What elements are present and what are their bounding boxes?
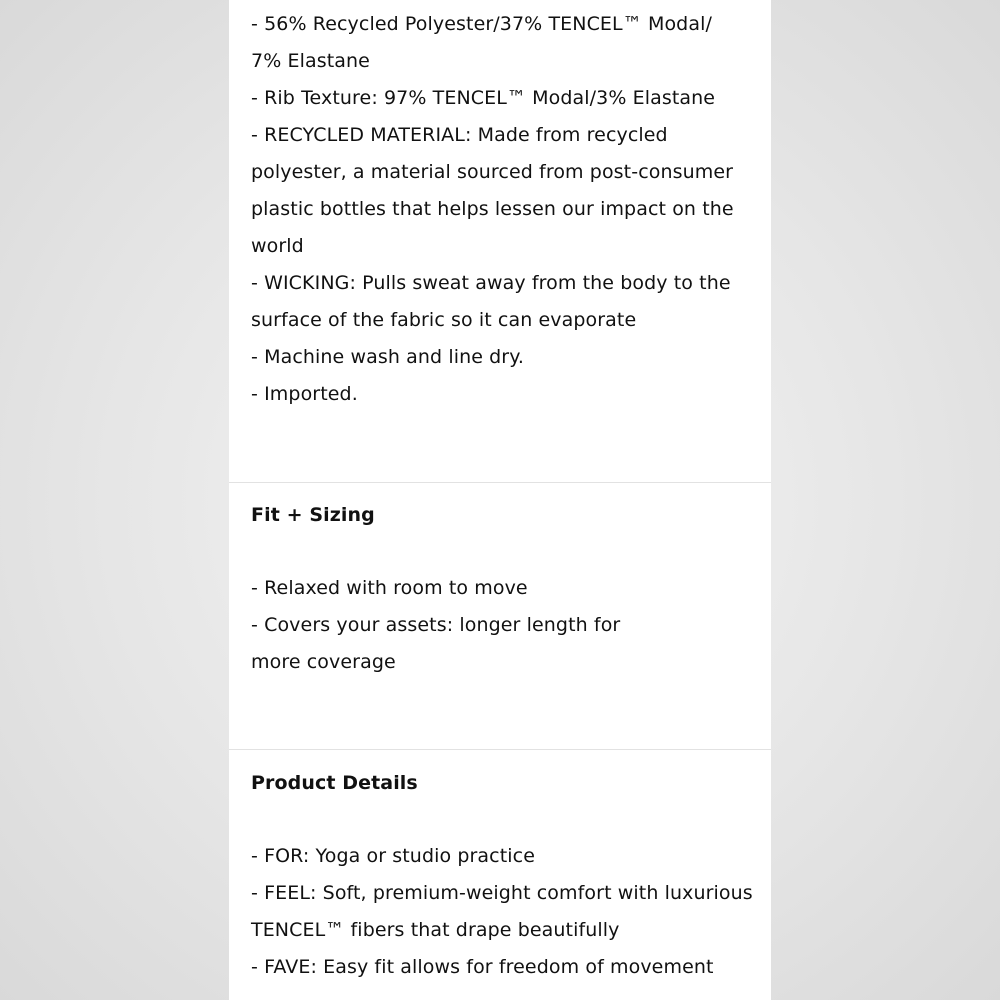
fit-sizing-line: more coverage (251, 651, 396, 673)
product-details-heading[interactable]: Product Details (251, 772, 418, 794)
fit-sizing-line: - Covers your assets: longer length for (251, 614, 621, 636)
materials-line: plastic bottles that helps lessen our impact on the (251, 198, 734, 220)
materials-line: polyester, a material sourced from post-consumer (251, 161, 734, 183)
section-divider (229, 749, 771, 750)
materials-line: - RECYCLED MATERIAL: Made from recycled (251, 124, 668, 146)
materials-line: - WICKING: Pulls sweat away from the body to the (251, 272, 731, 294)
materials-line: - Machine wash and line dry. (251, 346, 524, 368)
fit-sizing-heading[interactable]: Fit + Sizing (251, 504, 375, 526)
product-details-line: TENCEL™ fibers that drape beautifully (251, 919, 620, 941)
materials-line: - 56% Recycled Polyester/37% TENCEL™ Modal/ (251, 13, 712, 35)
product-details-line: - FEEL: Soft, premium-weight comfort with luxurious (251, 882, 753, 904)
materials-line: surface of the fabric so it can evaporate (251, 309, 637, 331)
product-details-line: - FAVE: Easy fit allows for freedom of movement (251, 956, 714, 978)
fit-sizing-line: - Relaxed with room to move (251, 577, 528, 599)
materials-line: - Rib Texture: 97% TENCEL™ Modal/3% Elastane (251, 87, 716, 109)
materials-line: - Imported. (251, 383, 358, 405)
materials-line: 7% Elastane (251, 50, 370, 72)
product-info-panel (229, 0, 771, 1000)
materials-line: world (251, 235, 304, 257)
section-divider (229, 482, 771, 483)
product-details-line: - FOR: Yoga or studio practice (251, 845, 535, 867)
